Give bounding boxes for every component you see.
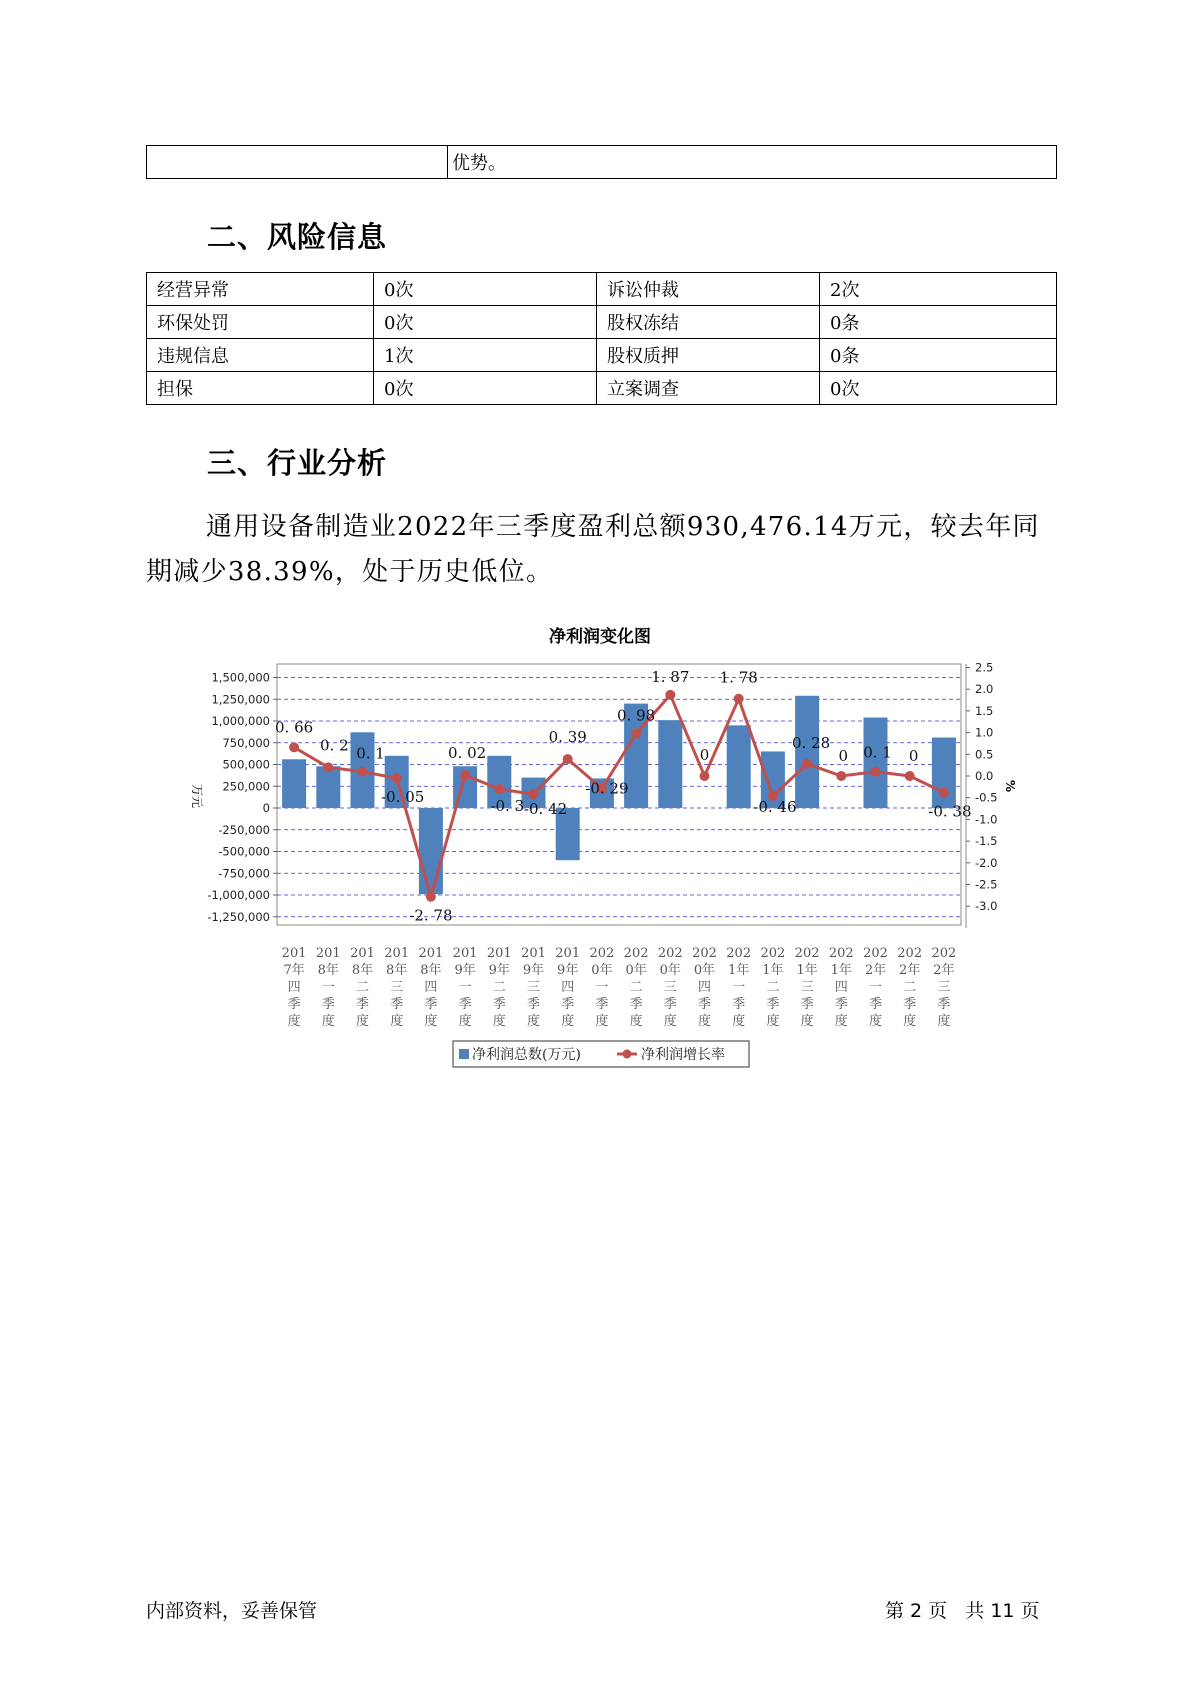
x-tick-label: 度 bbox=[390, 1014, 404, 1029]
legend-line-marker bbox=[623, 1050, 632, 1059]
data-label: 0. 02 bbox=[448, 744, 487, 763]
data-label: 0. 1 bbox=[356, 744, 385, 763]
y2-tick-label: -3.0 bbox=[975, 899, 998, 914]
x-tick-label: 一 bbox=[458, 980, 472, 995]
x-tick-label: 一 bbox=[732, 980, 746, 995]
x-tick-label: 季 bbox=[458, 997, 472, 1012]
x-tick-label: 季 bbox=[868, 997, 883, 1012]
x-tick-label: 度 bbox=[732, 1014, 746, 1029]
x-tick-label: 202 bbox=[589, 946, 615, 961]
x-tick-label: 2年 bbox=[933, 963, 955, 978]
x-tick-label: 1年 bbox=[762, 963, 784, 978]
x-tick-label: 8年 bbox=[386, 963, 408, 978]
risk-value: 2次 bbox=[820, 273, 1057, 306]
y2-tick-label: 0.0 bbox=[975, 769, 994, 783]
x-tick-label: 1年 bbox=[728, 963, 750, 978]
growth-rate-point bbox=[358, 767, 368, 777]
x-tick-label: 201 bbox=[521, 946, 546, 961]
x-tick-label: 201 bbox=[350, 946, 375, 961]
growth-rate-point bbox=[871, 767, 881, 777]
x-tick-label: 度 bbox=[766, 1014, 780, 1029]
x-tick-label: 8年 bbox=[420, 963, 442, 978]
x-tick-label: 二 bbox=[492, 980, 506, 995]
x-tick-label: 202 bbox=[897, 946, 923, 961]
bar bbox=[727, 725, 751, 808]
bar bbox=[864, 718, 888, 808]
y2-tick-label: 1.0 bbox=[975, 725, 994, 740]
x-tick-label: 二 bbox=[766, 980, 780, 995]
x-tick-label: 1年 bbox=[796, 963, 818, 978]
x-tick-label: 二 bbox=[355, 980, 370, 995]
risk-label: 环保处罚 bbox=[147, 306, 374, 339]
y-tick-label: -750,000 bbox=[218, 866, 270, 881]
bar bbox=[316, 766, 340, 808]
bar bbox=[658, 720, 682, 808]
y2-tick-label: -0.5 bbox=[975, 790, 998, 805]
data-label: 0. 66 bbox=[275, 718, 314, 737]
x-tick-label: 202 bbox=[623, 946, 649, 961]
x-tick-label: 2年 bbox=[864, 963, 887, 978]
x-tick-label: 度 bbox=[561, 1014, 575, 1029]
x-tick-label: 四 bbox=[697, 980, 712, 995]
growth-rate-point bbox=[529, 789, 539, 799]
risk-label: 担保 bbox=[147, 372, 374, 405]
x-tick-label: 二 bbox=[903, 980, 917, 995]
y-tick-label: 0 bbox=[262, 801, 270, 815]
growth-rate-point bbox=[939, 787, 949, 797]
x-tick-label: 季 bbox=[663, 997, 677, 1012]
x-tick-label: 季 bbox=[732, 997, 746, 1012]
x-tick-label: 1年 bbox=[830, 963, 852, 978]
x-tick-label: 度 bbox=[629, 1014, 643, 1029]
x-tick-label: 度 bbox=[492, 1014, 506, 1029]
data-label: -0. 05 bbox=[381, 788, 425, 807]
x-tick-label: 三 bbox=[526, 980, 541, 995]
y-tick-label: 750,000 bbox=[222, 735, 270, 750]
x-tick-label: 0年 bbox=[591, 963, 613, 978]
x-tick-label: 季 bbox=[424, 997, 438, 1012]
data-label: -2. 78 bbox=[409, 906, 453, 925]
y-tick-label: -1,250,000 bbox=[207, 909, 270, 924]
x-tick-label: 201 bbox=[555, 946, 581, 961]
growth-rate-point bbox=[392, 773, 402, 783]
data-label: -0. 42 bbox=[523, 800, 568, 819]
risk-label: 诉讼仲裁 bbox=[597, 273, 820, 306]
x-tick-label: 202 bbox=[863, 946, 888, 961]
x-tick-label: 0年 bbox=[625, 963, 647, 978]
data-label: 0 bbox=[838, 747, 849, 765]
data-label: 1. 78 bbox=[719, 668, 758, 687]
y2-tick-label: 2.0 bbox=[975, 682, 994, 697]
growth-rate-point bbox=[289, 742, 299, 752]
data-label: -0. 46 bbox=[753, 797, 797, 816]
growth-rate-point bbox=[836, 771, 846, 781]
x-tick-label: 8年 bbox=[351, 963, 374, 978]
x-tick-label: 202 bbox=[726, 946, 752, 961]
x-tick-label: 度 bbox=[287, 1014, 301, 1029]
y2-tick-label: -2.0 bbox=[975, 855, 998, 870]
risk-value: 1次 bbox=[374, 339, 597, 372]
x-tick-label: 度 bbox=[800, 1014, 814, 1029]
x-tick-label: 202 bbox=[657, 946, 683, 961]
footer-confidential: 内部资料，妥善保管 bbox=[146, 1600, 318, 1622]
y-tick-label: -500,000 bbox=[218, 844, 270, 859]
top-table-cell-right: 优势。 bbox=[448, 146, 1057, 179]
x-tick-label: 季 bbox=[321, 997, 335, 1012]
x-tick-label: 202 bbox=[692, 946, 717, 961]
x-tick-label: 9年 bbox=[454, 963, 476, 978]
data-label: 0 bbox=[699, 746, 710, 764]
bar bbox=[419, 808, 443, 894]
growth-rate-point bbox=[905, 771, 915, 781]
growth-rate-point bbox=[460, 770, 470, 780]
risk-label: 违规信息 bbox=[147, 339, 374, 372]
data-label: -0. 29 bbox=[585, 779, 629, 798]
x-tick-label: 季 bbox=[766, 997, 780, 1012]
x-tick-label: 一 bbox=[595, 980, 609, 995]
risk-label: 立案调查 bbox=[597, 372, 820, 405]
x-tick-label: 季 bbox=[287, 997, 301, 1012]
risk-value: 0条 bbox=[820, 306, 1057, 339]
y2-axis-label: % bbox=[1003, 779, 1017, 793]
growth-rate-point bbox=[563, 754, 573, 764]
x-tick-label: 202 bbox=[760, 946, 786, 961]
data-label: 0. 28 bbox=[792, 733, 831, 752]
data-label: 0. 1 bbox=[863, 743, 892, 762]
data-label: -0. 3 bbox=[490, 797, 525, 816]
x-tick-label: 度 bbox=[526, 1014, 541, 1029]
y2-tick-label: 2.5 bbox=[975, 660, 994, 675]
x-tick-label: 季 bbox=[937, 997, 951, 1012]
x-tick-label: 季 bbox=[834, 997, 848, 1012]
y2-tick-label: -1.5 bbox=[975, 834, 998, 849]
x-tick-label: 季 bbox=[355, 997, 370, 1012]
x-tick-label: 四 bbox=[561, 980, 575, 995]
growth-rate-point bbox=[734, 694, 744, 704]
data-label: 0. 2 bbox=[319, 736, 349, 755]
bar bbox=[795, 696, 819, 808]
x-tick-label: 度 bbox=[663, 1014, 677, 1029]
x-tick-label: 8年 bbox=[317, 963, 339, 978]
chart-title: 净利润变化图 bbox=[549, 627, 651, 647]
x-tick-label: 7年 bbox=[283, 963, 305, 978]
x-tick-label: 度 bbox=[937, 1014, 951, 1029]
x-tick-label: 度 bbox=[355, 1014, 370, 1029]
risk-value: 0次 bbox=[374, 372, 597, 405]
x-tick-label: 度 bbox=[697, 1014, 712, 1029]
growth-rate-point bbox=[665, 690, 675, 700]
x-tick-label: 季 bbox=[697, 997, 712, 1012]
x-tick-label: 9年 bbox=[522, 963, 545, 978]
x-tick-label: 201 bbox=[315, 946, 341, 961]
x-tick-label: 三 bbox=[800, 980, 814, 995]
x-tick-label: 度 bbox=[834, 1014, 848, 1029]
y2-tick-label: -2.5 bbox=[975, 877, 998, 892]
x-tick-label: 季 bbox=[595, 997, 609, 1012]
growth-rate-point bbox=[323, 762, 333, 772]
x-tick-label: 度 bbox=[458, 1014, 472, 1029]
x-tick-label: 0年 bbox=[659, 963, 681, 978]
risk-value: 0次 bbox=[374, 273, 597, 306]
x-tick-label: 9年 bbox=[557, 963, 579, 978]
y-tick-label: 500,000 bbox=[222, 757, 270, 772]
x-tick-label: 季 bbox=[390, 997, 404, 1012]
risk-value: 0次 bbox=[820, 372, 1057, 405]
x-tick-label: 度 bbox=[424, 1014, 438, 1029]
x-tick-label: 201 bbox=[486, 946, 512, 961]
risk-label: 股权质押 bbox=[597, 339, 820, 372]
section-heading-industry: 三、行业分析 bbox=[207, 446, 388, 480]
risk-label: 股权冻结 bbox=[597, 306, 820, 339]
x-tick-label: 度 bbox=[903, 1014, 917, 1029]
x-tick-label: 202 bbox=[794, 946, 820, 961]
x-tick-label: 三 bbox=[937, 980, 951, 995]
y-tick-label: 1,000,000 bbox=[211, 714, 270, 728]
x-tick-label: 201 bbox=[281, 946, 307, 961]
growth-rate-point bbox=[700, 771, 710, 781]
risk-label: 经营异常 bbox=[147, 273, 374, 306]
industry-analysis-paragraph: 通用设备制造业2022年三季度盈利总额930,476.14万元，较去年同期减少38.39%，处于历史低位。 bbox=[146, 512, 1040, 587]
growth-rate-point bbox=[802, 759, 812, 769]
x-tick-label: 季 bbox=[800, 997, 814, 1012]
data-label: 0. 39 bbox=[548, 728, 587, 747]
x-tick-label: 一 bbox=[868, 980, 883, 995]
growth-rate-point bbox=[426, 892, 436, 902]
x-tick-label: 201 bbox=[384, 946, 410, 961]
growth-rate-point bbox=[494, 784, 504, 794]
x-tick-label: 季 bbox=[561, 997, 575, 1012]
data-label: 0 bbox=[908, 747, 919, 765]
x-tick-label: 度 bbox=[595, 1014, 609, 1029]
x-tick-label: 季 bbox=[629, 997, 643, 1012]
x-tick-label: 9年 bbox=[488, 963, 510, 978]
data-label: -0. 38 bbox=[928, 802, 972, 821]
x-tick-label: 202 bbox=[828, 946, 854, 961]
y-tick-label: -250,000 bbox=[218, 822, 270, 837]
y-tick-label: 1,500,000 bbox=[211, 670, 270, 685]
x-tick-label: 2年 bbox=[899, 963, 921, 978]
risk-value: 0次 bbox=[374, 306, 597, 339]
y-tick-label: -1,000,000 bbox=[207, 888, 270, 902]
x-tick-label: 一 bbox=[321, 980, 335, 995]
x-tick-label: 三 bbox=[663, 980, 677, 995]
data-label: 1. 87 bbox=[651, 667, 690, 686]
x-tick-label: 度 bbox=[868, 1014, 883, 1029]
section-heading-risk: 二、风险信息 bbox=[207, 220, 388, 254]
x-tick-label: 四 bbox=[287, 980, 301, 995]
x-tick-label: 二 bbox=[629, 980, 643, 995]
y2-tick-label: -1.0 bbox=[975, 812, 998, 827]
x-tick-label: 季 bbox=[526, 997, 541, 1012]
x-tick-label: 四 bbox=[424, 980, 438, 995]
x-tick-label: 季 bbox=[492, 997, 506, 1012]
x-tick-label: 201 bbox=[418, 946, 444, 961]
x-tick-label: 0年 bbox=[693, 963, 716, 978]
bar bbox=[282, 759, 306, 808]
risk-value: 0条 bbox=[820, 339, 1057, 372]
growth-rate-point bbox=[631, 728, 641, 738]
data-label: 0. 98 bbox=[617, 706, 656, 725]
x-tick-label: 四 bbox=[834, 980, 848, 995]
x-tick-label: 度 bbox=[321, 1014, 335, 1029]
legend-line-label: 净利润增长率 bbox=[641, 1047, 725, 1063]
x-tick-label: 季 bbox=[903, 997, 917, 1012]
legend-bar-label: 净利润总数(万元) bbox=[472, 1047, 581, 1063]
x-tick-label: 三 bbox=[390, 980, 404, 995]
legend-bar-swatch bbox=[459, 1049, 469, 1059]
y2-tick-label: 0.5 bbox=[975, 747, 994, 762]
y-tick-label: 1,250,000 bbox=[211, 692, 270, 707]
y2-tick-label: 1.5 bbox=[975, 703, 994, 718]
y-axis-label: 万元 bbox=[190, 783, 204, 809]
y-tick-label: 250,000 bbox=[222, 779, 270, 794]
footer-page-number: 第 2 页 共 11 页 bbox=[885, 1600, 1040, 1622]
x-tick-label: 202 bbox=[931, 946, 957, 961]
x-tick-label: 201 bbox=[452, 946, 478, 961]
